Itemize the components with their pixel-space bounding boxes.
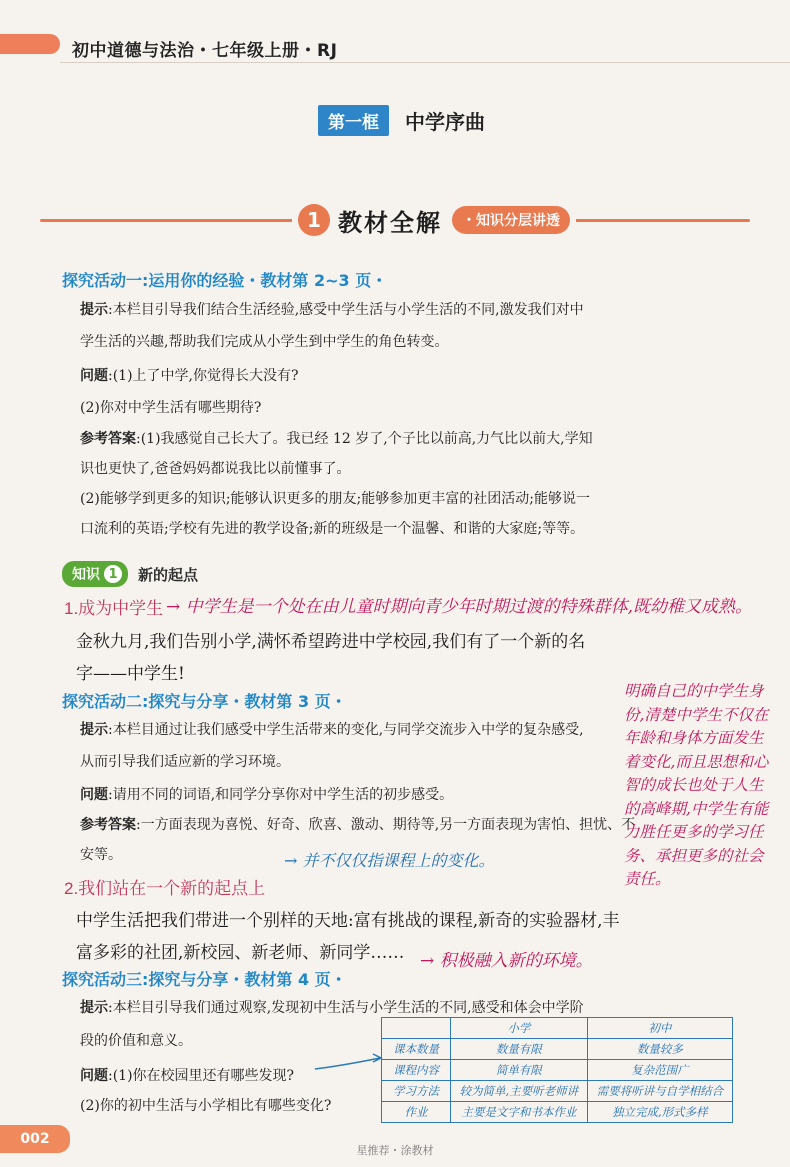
table-cell: 初中 [587,1018,732,1039]
arrowhead-icon [373,1054,381,1062]
running-head: 初中道德与法治・七年级上册・RJ [72,41,338,61]
table-row [382,1060,733,1081]
table-cell [382,1018,451,1039]
table-cell: 小学 [451,1018,588,1039]
activity1-answer-line1: 参考答案:(1)我感觉自己长大了。我已经 12 岁了,个子比以前高,力气比以前大,学知 [80,430,593,447]
table-cell: 独立完成,形式多样 [587,1102,732,1123]
activity1-tip-line2: 学生活的兴趣,帮助我们完成从小学生到中学生的角色转变。 [80,334,449,350]
activity3-tip-line1: 提示:本栏目引导我们通过观察,发现初中生活与小学生活的不同,感受和体会中学阶 [80,999,584,1016]
handwritten-note-3: → 积极融入新的环境。 [420,951,593,971]
table-row [382,1018,733,1039]
arrow-to-table [315,1058,380,1069]
activity1-question-line1: 问题:(1)上了中学,你觉得长大没有? [80,367,299,384]
activity1-answer-line4: 口流利的英语;学校有先进的教学设备;新的班级是一个温馨、和谐的大家庭;等等。 [80,521,585,537]
table-cell: 主要是文字和书本作业 [451,1102,588,1123]
activity2-title: 探究活动二:探究与分享・教材第 3 页・ [62,692,347,711]
point1-title: 1.成为中学生 [64,599,164,618]
handwritten-comparison-table [381,1017,733,1123]
point1-line1: 金秋九月,我们告别小学,满怀希望跨进中学校园,我们有了一个新的名 [76,632,586,652]
table-row [382,1081,733,1102]
section-title [318,104,485,136]
header-tab [0,34,60,54]
section-name: 中学序曲 [405,109,485,134]
point2-line2: 富多彩的社团,新校园、新老师、新同学…… [76,943,405,963]
table-cell: 作业 [382,1102,451,1123]
handwritten-note-2: → 并不仅仅指课程上的变化。 [284,851,495,870]
activity1-answer-line3: (2)能够学到更多的知识;能够认识更多的朋友;能够参加更丰富的社团活动;能够说一 [80,491,590,507]
table-cell: 数量较多 [587,1039,732,1060]
activity2-tip-line2: 从而引导我们适应新的学习环境。 [80,754,290,770]
activity3-title: 探究活动三:探究与分享・教材第 4 页・ [62,970,347,989]
activity1-title: 探究活动一:运用你的经验・教材第 2~3 页・ [62,271,388,290]
page-number: 002 [0,1125,70,1153]
point2-line1: 中学生活把我们带进一个别样的天地:富有挑战的课程,新奇的实验器材,丰 [76,911,620,931]
table-cell: 学习方法 [382,1081,451,1102]
activity3-tip-line2: 段的价值和意义。 [80,1033,192,1049]
table-cell: 课程内容 [382,1060,451,1081]
banner-pill: ・知识分层讲透 [452,206,570,234]
header-rule [60,62,790,63]
table-cell: 简单有限 [451,1060,588,1081]
table-row [382,1102,733,1123]
handwritten-note-1: → 中学生是一个处在由儿童时期向青少年时期过渡的特殊群体,既幼稚又成熟。 [166,597,753,617]
point1-line2: 字——中学生! [76,664,185,684]
section-box: 第一框 [318,105,389,136]
table-cell: 课本数量 [382,1039,451,1060]
activity1-question-line2: (2)你对中学生活有哪些期待? [80,400,262,416]
table-cell: 复杂范围广 [587,1060,732,1081]
footer-text: 星推荐・涂教材 [356,1144,434,1157]
activity2-answer-line2: 安等。 [80,847,122,863]
table-cell: 较为简单,主要听老师讲 [451,1081,588,1102]
activity2-tip-line1: 提示:本栏目通过让我们感受中学生活带来的变化,与同学交流步入中学的复杂感受, [80,721,584,738]
activity1-tip-line1: 提示:本栏目引导我们结合生活经验,感受中学生活与小学生活的不同,激发我们对中 [80,301,584,318]
knowledge-title: 新的起点 [138,565,199,584]
activity3-question-line2: (2)你的初中生活与小学相比有哪些变化? [80,1098,332,1114]
knowledge-badge: 知识 1 [62,561,128,587]
chapter-banner [40,200,750,240]
table-cell: 需要将听讲与自学相结合 [587,1081,732,1102]
table-row [382,1039,733,1060]
activity2-answer-line1: 参考答案:一方面表现为喜悦、好奇、欣喜、激动、期待等,另一方面表现为害怕、担忧、不 [80,816,636,833]
table-cell: 数量有限 [451,1039,588,1060]
activity3-question-line1: 问题:(1)你在校园里还有哪些发现? [80,1067,295,1084]
activity2-question: 问题:请用不同的词语,和同学分享你对中学生活的初步感受。 [80,786,454,803]
banner-title: 教材全解 [338,208,442,237]
banner-number: 1 [298,204,330,236]
knowledge-header [62,561,198,587]
handwritten-side-note: 明确自己的中学生身份,清楚中学生不仅在年龄和身体方面发生着变化,而且思想和心智的成长也处于人生的高峰期,中学生有能力胜任更多的学习任务、承担更多的社会责任。 [624,682,769,888]
activity1-answer-line2: 识也更快了,爸爸妈妈都说我比以前懂事了。 [80,461,351,477]
point2-title: 2.我们站在一个新的起点上 [64,879,266,898]
